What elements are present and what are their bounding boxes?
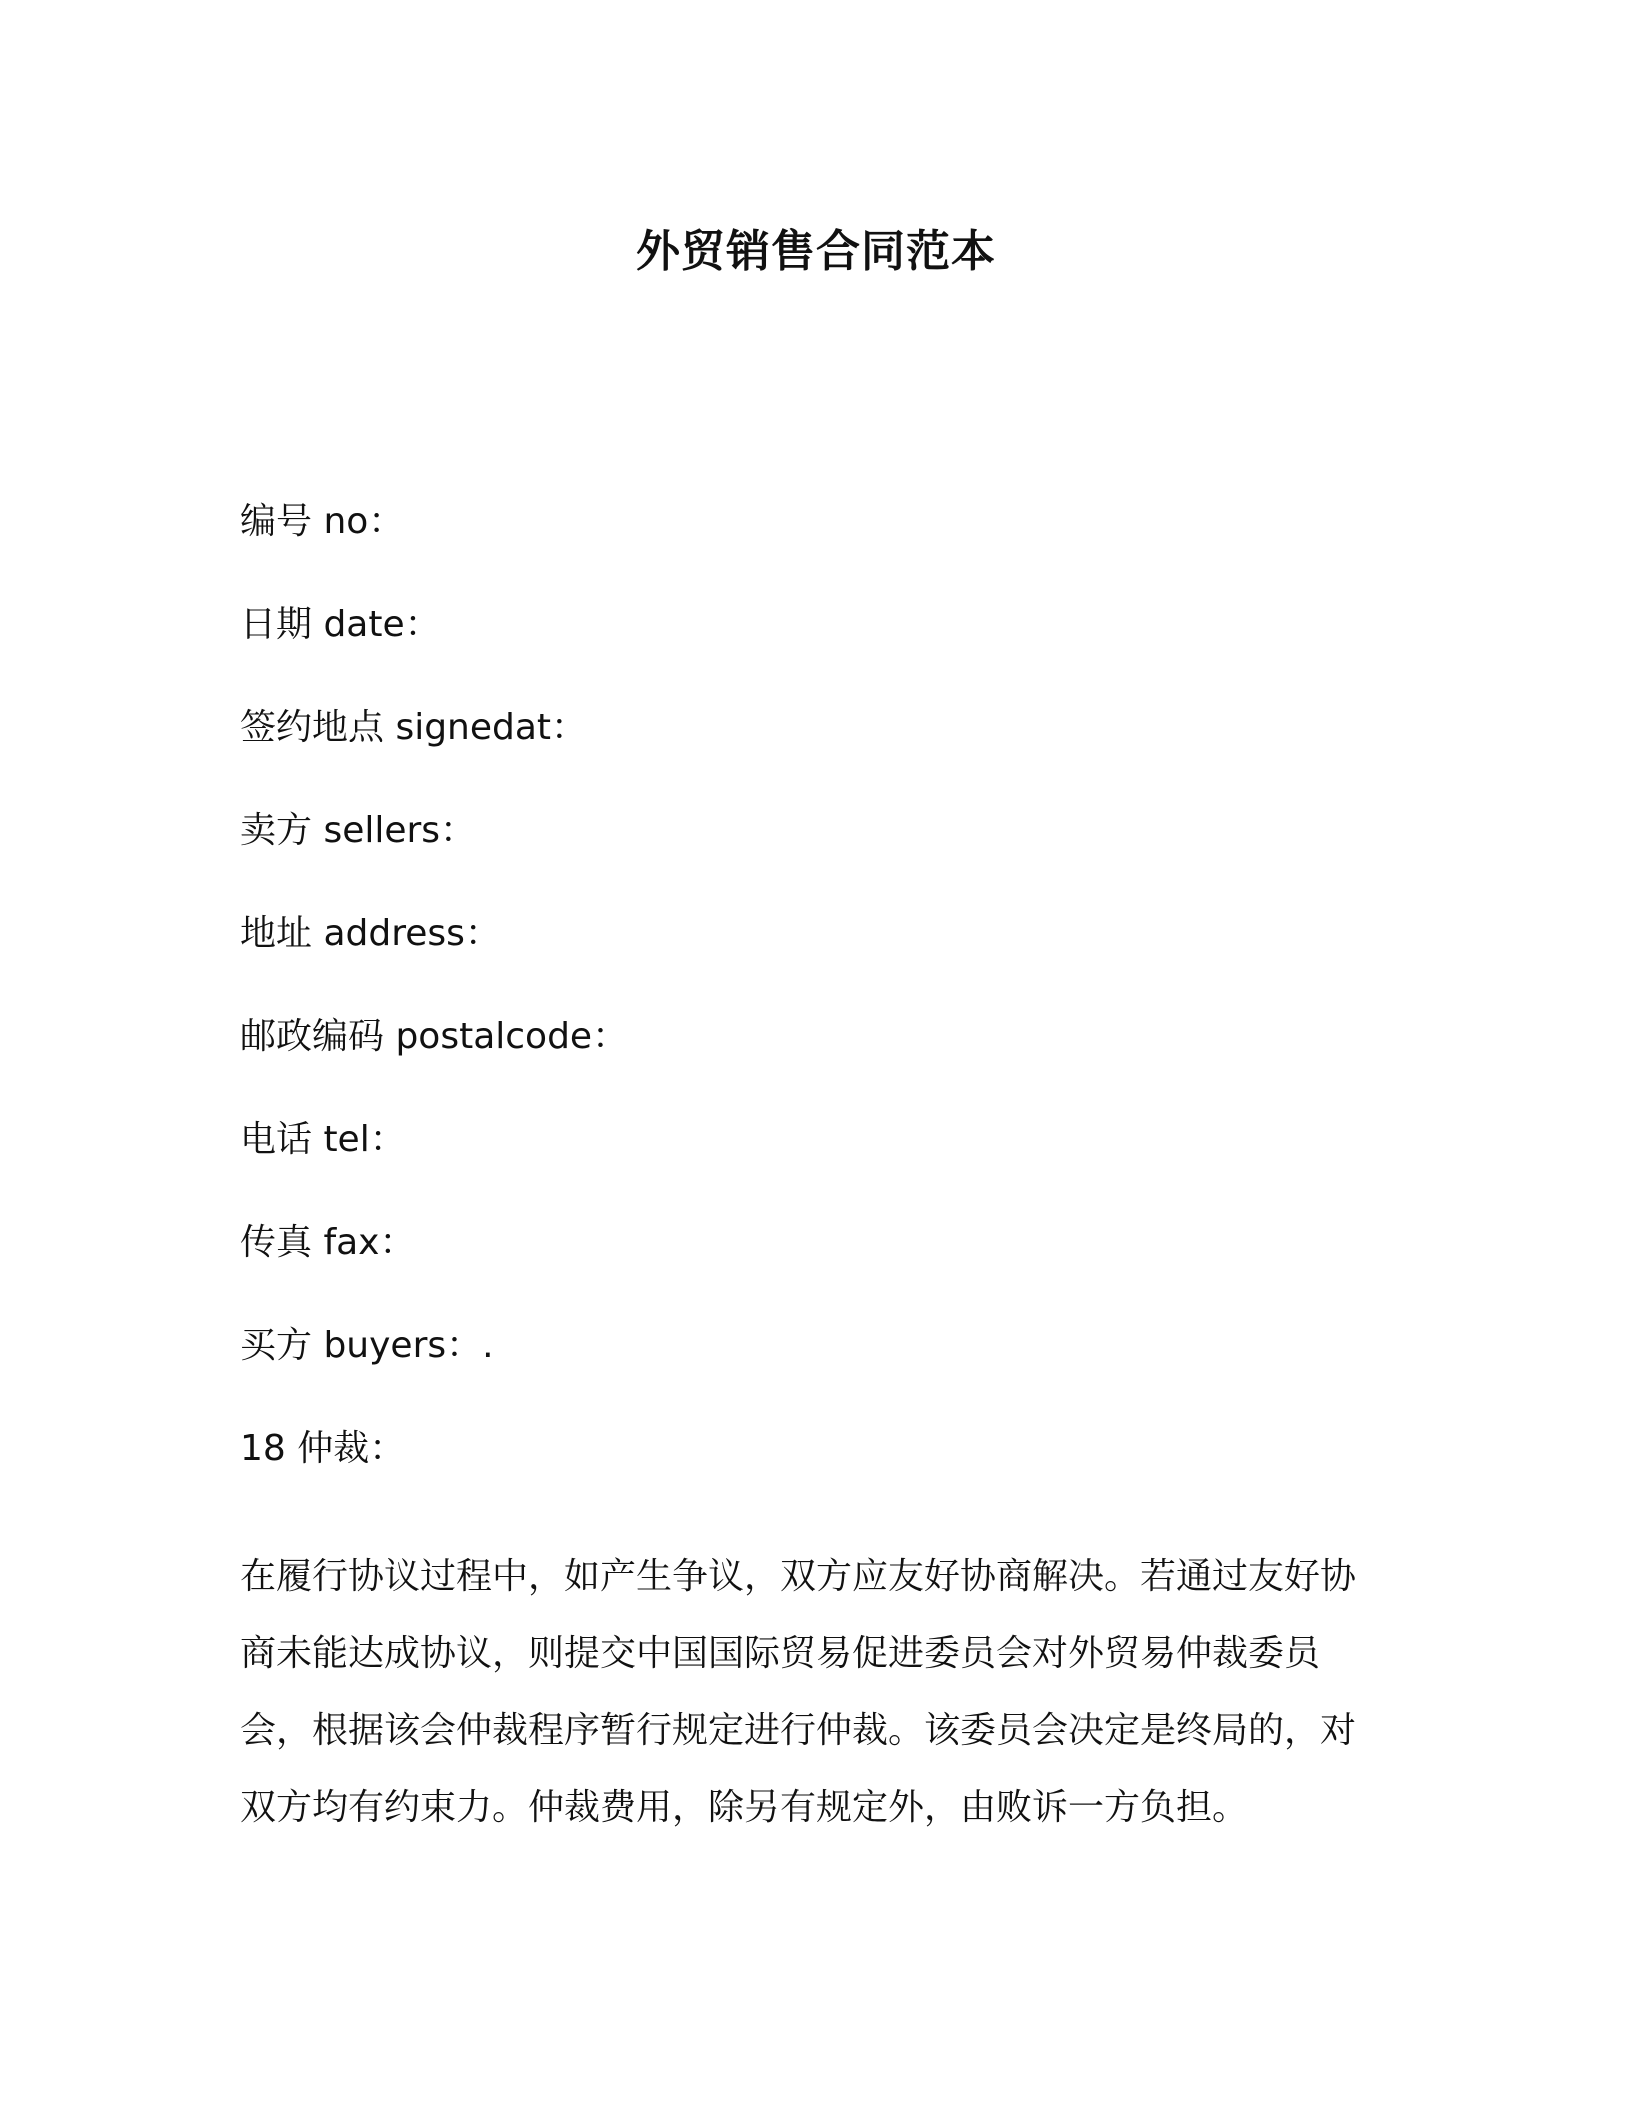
arbitration-paragraph: 在履行协议过程中，如产生争议，双方应友好协商解决。若通过友好协商未能达成协议，则提交中国国际贸易促进委员会对外贸易仲裁委员会，根据该会仲裁程序暂行规定进行仲裁。该委员会决定是终局的，对双方均有约束力。仲裁费用，除另有规定外，由败诉一方负担。 [240,1556,1357,1828]
document-title: 外贸销售合同范本 [636,226,996,277]
field-signed-at: 签约地点 signedat： [240,707,588,748]
field-buyers: 买方 buyers：. [240,1325,494,1366]
field-postal-code: 邮政编码 postalcode： [240,1016,629,1057]
field-tel: 电话 tel： [240,1119,406,1160]
field-fax: 传真 fax： [240,1222,416,1263]
field-address: 地址 address： [240,913,501,954]
field-date: 日期 date： [240,604,441,645]
field-sellers: 卖方 sellers： [240,810,477,851]
field-number: 编号 no： [240,501,405,542]
section-heading-arbitration: 18 仲裁： [240,1428,406,1469]
